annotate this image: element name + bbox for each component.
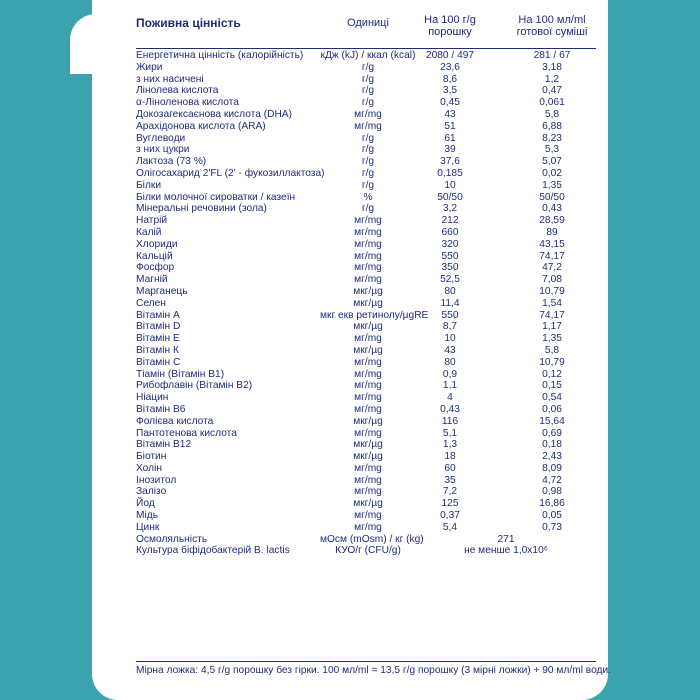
- nutrient-unit: г/g: [361, 144, 375, 156]
- nutrient-unit: г/g: [361, 73, 375, 85]
- nutrient-unit: г/g: [361, 167, 375, 179]
- nutrient-unit: мкг/µg: [353, 344, 383, 356]
- nutrient-unit: мкг/µg: [353, 297, 383, 309]
- value-per-100ml: 15,64: [539, 415, 565, 427]
- value-per-100g: 1,3: [442, 439, 458, 451]
- nutrient-name: Докозагексаєнова кислота (DHA): [136, 108, 292, 120]
- value-per-100g: 60: [444, 462, 456, 474]
- nutrient-name: Цинк: [136, 521, 160, 533]
- nutrient-unit: мкг/µg: [353, 451, 383, 463]
- nutrient-unit: мг/mg: [354, 215, 382, 227]
- nutrient-unit: КУО/г (CFU/g): [335, 545, 401, 557]
- nutrient-name: Магній: [136, 274, 168, 286]
- value-per-100g: 8,7: [442, 321, 458, 333]
- nutrient-name: Холін: [136, 462, 162, 474]
- nutrient-name: Олігосахарид 2'FL (2' - фукозиллактоза): [136, 167, 325, 179]
- nutrient-unit: г/g: [361, 203, 375, 215]
- nutrient-unit: мкг/µg: [353, 498, 383, 510]
- value-per-100ml: 1,35: [542, 333, 562, 345]
- header-unit-label: Одиниці: [347, 17, 389, 29]
- nutrient-name: Селен: [136, 297, 166, 309]
- measuring-spoon-note: Мірна ложка: 4,5 г/g порошку без гірки. 100 мл/ml = 13,5 г/g порошку (3 мірні ложки) + 90 мл/ml води.: [136, 665, 611, 676]
- nutrient-name: Залізо: [136, 486, 167, 498]
- nutrient-unit: мкг/µg: [353, 285, 383, 297]
- value-per-100ml: 16,86: [539, 498, 565, 510]
- nutrient-unit: мг/mg: [354, 250, 382, 262]
- value-per-100ml: 10,79: [539, 285, 565, 297]
- nutrient-unit: мг/mg: [354, 380, 382, 392]
- table-row: [92, 463, 608, 475]
- table-row: [92, 357, 608, 369]
- nutrient-name: Марганець: [136, 285, 188, 297]
- nutrient-unit: г/g: [361, 85, 375, 97]
- nutrient-unit: мкг екв ретинолу/µgRE: [320, 309, 429, 321]
- value-per-100ml: 8,09: [542, 462, 562, 474]
- nutrient-unit: г/g: [361, 156, 375, 168]
- value-per-100g: 0,37: [440, 510, 460, 522]
- table-row: [92, 451, 608, 463]
- table-row: [92, 522, 608, 534]
- nutrient-unit: мг/mg: [354, 403, 382, 415]
- nutrient-name: Вітамін B12: [136, 439, 192, 451]
- value-per-100ml: 1,35: [542, 179, 562, 191]
- nutrient-unit: мг/mg: [354, 427, 382, 439]
- nutrient-unit: мкг/µg: [353, 439, 383, 451]
- value-per-100ml: 74,17: [539, 309, 565, 321]
- nutrient-unit: кДж (kJ) / ккал (kcal): [320, 50, 416, 61]
- value-per-100g: 51: [444, 120, 456, 132]
- nutrient-unit: мг/mg: [354, 262, 382, 274]
- nutrient-unit: мкг/µg: [353, 321, 383, 333]
- header-per-100g-label: На 100 г/g порошку: [424, 14, 476, 38]
- nutrient-name: Вітамін С: [136, 356, 181, 368]
- nutrient-unit: мг/mg: [354, 474, 382, 486]
- nutrient-value: 271: [497, 533, 515, 545]
- value-per-100ml: 10,79: [539, 356, 565, 368]
- value-per-100ml: 47,2: [542, 262, 562, 274]
- nutrient-name: Вітамін К: [136, 344, 179, 356]
- table-header: [92, 14, 608, 48]
- nutrient-unit: мкг/µg: [353, 415, 383, 427]
- nutrient-name: Тіамін (Вітамін B1): [136, 368, 225, 380]
- nutrient-unit: мг/mg: [354, 510, 382, 522]
- nutrient-unit: г/g: [361, 132, 375, 144]
- table-row: [92, 239, 608, 251]
- value-per-100g: 5,4: [442, 521, 458, 533]
- value-per-100ml: 0,05: [542, 510, 562, 522]
- value-per-100ml: 0,15: [542, 380, 562, 392]
- nutrient-unit: г/g: [361, 61, 375, 73]
- value-per-100g: 43: [444, 344, 456, 356]
- value-per-100g: 2080 / 497: [425, 50, 475, 61]
- value-per-100ml: 5,07: [542, 156, 562, 168]
- table-row: [92, 486, 608, 498]
- nutrient-unit: мг/mg: [354, 226, 382, 238]
- value-per-100ml: 5,8: [544, 108, 560, 120]
- value-per-100ml: 50/50: [539, 191, 565, 203]
- nutrient-unit: мг/mg: [354, 356, 382, 368]
- value-per-100g: 0,9: [442, 368, 458, 380]
- table-row: [92, 428, 608, 440]
- value-per-100ml: 1,2: [544, 73, 560, 85]
- value-per-100g: 50/50: [437, 191, 463, 203]
- nutrient-unit: мг/mg: [354, 392, 382, 404]
- value-per-100ml: 5,3: [544, 144, 560, 156]
- table-row: [92, 203, 608, 215]
- value-per-100ml: 28,59: [539, 215, 565, 227]
- table-row: [92, 215, 608, 227]
- nutrient-unit: г/g: [361, 179, 375, 191]
- value-per-100ml: 74,17: [539, 250, 565, 262]
- value-per-100g: 8,6: [442, 73, 458, 85]
- value-per-100ml: 3,18: [542, 61, 562, 73]
- table-row: [92, 380, 608, 392]
- table-row: [92, 62, 608, 74]
- table-row: [92, 74, 608, 86]
- table-row: [92, 274, 608, 286]
- nutrient-name: Фолієва кислота: [136, 415, 214, 427]
- value-per-100g: 550: [441, 309, 459, 321]
- value-per-100g: 0,43: [440, 403, 460, 415]
- value-per-100ml: 0,54: [542, 392, 562, 404]
- table-row: [92, 85, 608, 97]
- nutrient-unit: мг/mg: [354, 333, 382, 345]
- value-per-100g: 7,2: [442, 486, 458, 498]
- nutrient-unit: %: [363, 191, 373, 203]
- nutrient-name: Натрій: [136, 215, 168, 227]
- header-divider: [136, 48, 596, 49]
- value-per-100g: 35: [444, 474, 456, 486]
- header-per-100ml-label: На 100 мл/ml готової суміші: [516, 14, 588, 38]
- table-row: [92, 475, 608, 487]
- nutrient-name: Лактоза (73 %): [136, 156, 207, 168]
- nutrient-name: Вітамін А: [136, 309, 180, 321]
- nutrient-unit: мг/mg: [354, 462, 382, 474]
- value-per-100ml: 1,54: [542, 297, 562, 309]
- table-row: [92, 180, 608, 192]
- value-per-100g: 39: [444, 144, 456, 156]
- value-per-100g: 125: [441, 498, 459, 510]
- table-row: [92, 227, 608, 239]
- table-row: [92, 109, 608, 121]
- table-row: [92, 251, 608, 263]
- table-row: [92, 345, 608, 357]
- value-per-100g: 23,6: [440, 61, 460, 73]
- value-per-100ml: 0,98: [542, 486, 562, 498]
- value-per-100g: 550: [441, 250, 459, 262]
- nutrient-name: Енергетична цінність (калорійність): [136, 50, 304, 61]
- value-per-100g: 0,185: [437, 167, 463, 179]
- table-row: [92, 121, 608, 133]
- nutrient-unit: мг/mg: [354, 521, 382, 533]
- table-row: [92, 404, 608, 416]
- table-row: [92, 545, 608, 557]
- value-per-100ml: 0,02: [542, 167, 562, 179]
- value-per-100g: 1,1: [442, 380, 458, 392]
- value-per-100ml: 43,15: [539, 238, 565, 250]
- value-per-100g: 10: [444, 179, 456, 191]
- table-row: [92, 416, 608, 428]
- nutrient-name: Вуглеводи: [136, 132, 186, 144]
- value-per-100g: 116: [441, 415, 459, 427]
- value-per-100ml: 0,06: [542, 403, 562, 415]
- value-per-100ml: 0,18: [542, 439, 562, 451]
- table-row: [92, 392, 608, 404]
- value-per-100ml: 1,17: [542, 321, 562, 333]
- value-per-100ml: 5,8: [544, 344, 560, 356]
- value-per-100ml: 0,12: [542, 368, 562, 380]
- table-row: [92, 156, 608, 168]
- nutrition-label-card: [92, 0, 611, 700]
- table-row: [92, 192, 608, 204]
- value-per-100ml: 281 / 67: [533, 50, 571, 61]
- value-per-100g: 5,1: [442, 427, 458, 439]
- nutrient-unit: мг/mg: [354, 486, 382, 498]
- nutrition-table-body: [92, 50, 608, 557]
- table-row: [92, 97, 608, 109]
- nutrient-name: Кальцій: [136, 250, 173, 262]
- value-per-100ml: 7,08: [542, 274, 562, 286]
- nutrient-unit: г/g: [361, 97, 375, 109]
- table-row: [92, 310, 608, 322]
- nutrient-name: Вітамін D: [136, 321, 181, 333]
- value-per-100ml: 6,88: [542, 120, 562, 132]
- value-per-100g: 660: [441, 226, 459, 238]
- nutrient-name: Білки молочної сироватки / казеїн: [136, 191, 296, 203]
- nutrient-name: Біотин: [136, 451, 167, 463]
- nutrient-name: Пантотенова кислота: [136, 427, 237, 439]
- value-per-100g: 350: [441, 262, 459, 274]
- nutrient-name: Жири: [136, 61, 163, 73]
- value-per-100ml: 0,061: [539, 97, 565, 109]
- value-per-100g: 43: [444, 108, 456, 120]
- nutrient-name: α-Ліноленова кислота: [136, 97, 239, 109]
- table-row: [92, 321, 608, 333]
- nutrient-unit: мг/mg: [354, 238, 382, 250]
- value-per-100g: 18: [444, 451, 456, 463]
- table-row: [92, 298, 608, 310]
- nutrient-name: з них цукри: [136, 144, 190, 156]
- nutrient-name: Вітамін Е: [136, 333, 180, 345]
- nutrient-name: Ніацин: [136, 392, 169, 404]
- value-per-100g: 4: [447, 392, 453, 404]
- table-row: [92, 510, 608, 522]
- nutrient-name: з них насичені: [136, 73, 204, 85]
- table-row: [92, 439, 608, 451]
- nutrient-name: Рибофлавін (Вітамін B2): [136, 380, 253, 392]
- nutrient-unit: мг/mg: [354, 274, 382, 286]
- value-per-100ml: 0,47: [542, 85, 562, 97]
- value-per-100ml: 2,43: [542, 451, 562, 463]
- value-per-100g: 61: [444, 132, 456, 144]
- table-row: [92, 168, 608, 180]
- value-per-100ml: 0,73: [542, 521, 562, 533]
- value-per-100ml: 0,43: [542, 203, 562, 215]
- value-per-100g: 3,5: [442, 85, 458, 97]
- nutrient-name: Інозитол: [136, 474, 177, 486]
- table-row: [92, 50, 608, 62]
- table-row: [92, 144, 608, 156]
- value-per-100ml: 0,69: [542, 427, 562, 439]
- nutrient-name: Мідь: [136, 510, 159, 522]
- table-row: [92, 333, 608, 345]
- nutrient-name: Йод: [136, 498, 155, 510]
- table-row: [92, 369, 608, 381]
- nutrient-unit: мг/mg: [354, 120, 382, 132]
- value-per-100ml: 8,23: [542, 132, 562, 144]
- table-row: [92, 262, 608, 274]
- value-per-100ml: 89: [546, 226, 558, 238]
- value-per-100g: 80: [444, 285, 456, 297]
- footer-divider: [136, 661, 596, 662]
- table-row: [92, 286, 608, 298]
- nutrient-name: Калій: [136, 226, 162, 238]
- value-per-100g: 3,2: [442, 203, 458, 215]
- value-per-100g: 212: [441, 215, 459, 227]
- value-per-100g: 10: [444, 333, 456, 345]
- nutrient-name: Арахідонова кислота (ARA): [136, 120, 266, 132]
- nutrient-name: Вітамін B6: [136, 403, 186, 415]
- value-per-100g: 52,5: [440, 274, 460, 286]
- table-row: [92, 498, 608, 510]
- nutrient-name: Лінолева кислота: [136, 85, 219, 97]
- nutrient-unit: мг/mg: [354, 368, 382, 380]
- value-per-100ml: 4,72: [542, 474, 562, 486]
- nutrient-name: Культура біфідобактерій B. lactis: [136, 545, 290, 557]
- value-per-100g: 80: [444, 356, 456, 368]
- header-nutrient-label: Поживна цінність: [136, 16, 241, 30]
- nutrient-name: Мінеральні речовини (зола): [136, 203, 267, 215]
- nutrient-name: Білки: [136, 179, 162, 191]
- nutrient-name: Осмоляльність: [136, 533, 208, 545]
- value-per-100g: 37,6: [440, 156, 460, 168]
- nutrient-unit: мОсм (mOsm) / кг (kg): [320, 533, 424, 545]
- table-row: [92, 534, 608, 546]
- value-per-100g: 0,45: [440, 97, 460, 109]
- nutrient-name: Фосфор: [136, 262, 175, 274]
- table-row: [92, 133, 608, 145]
- value-per-100g: 320: [441, 238, 459, 250]
- nutrient-value: не менше 1,0х10⁶: [464, 545, 548, 557]
- nutrient-name: Хлориди: [136, 238, 178, 250]
- value-per-100g: 11,4: [440, 297, 460, 309]
- nutrient-unit: мг/mg: [354, 108, 382, 120]
